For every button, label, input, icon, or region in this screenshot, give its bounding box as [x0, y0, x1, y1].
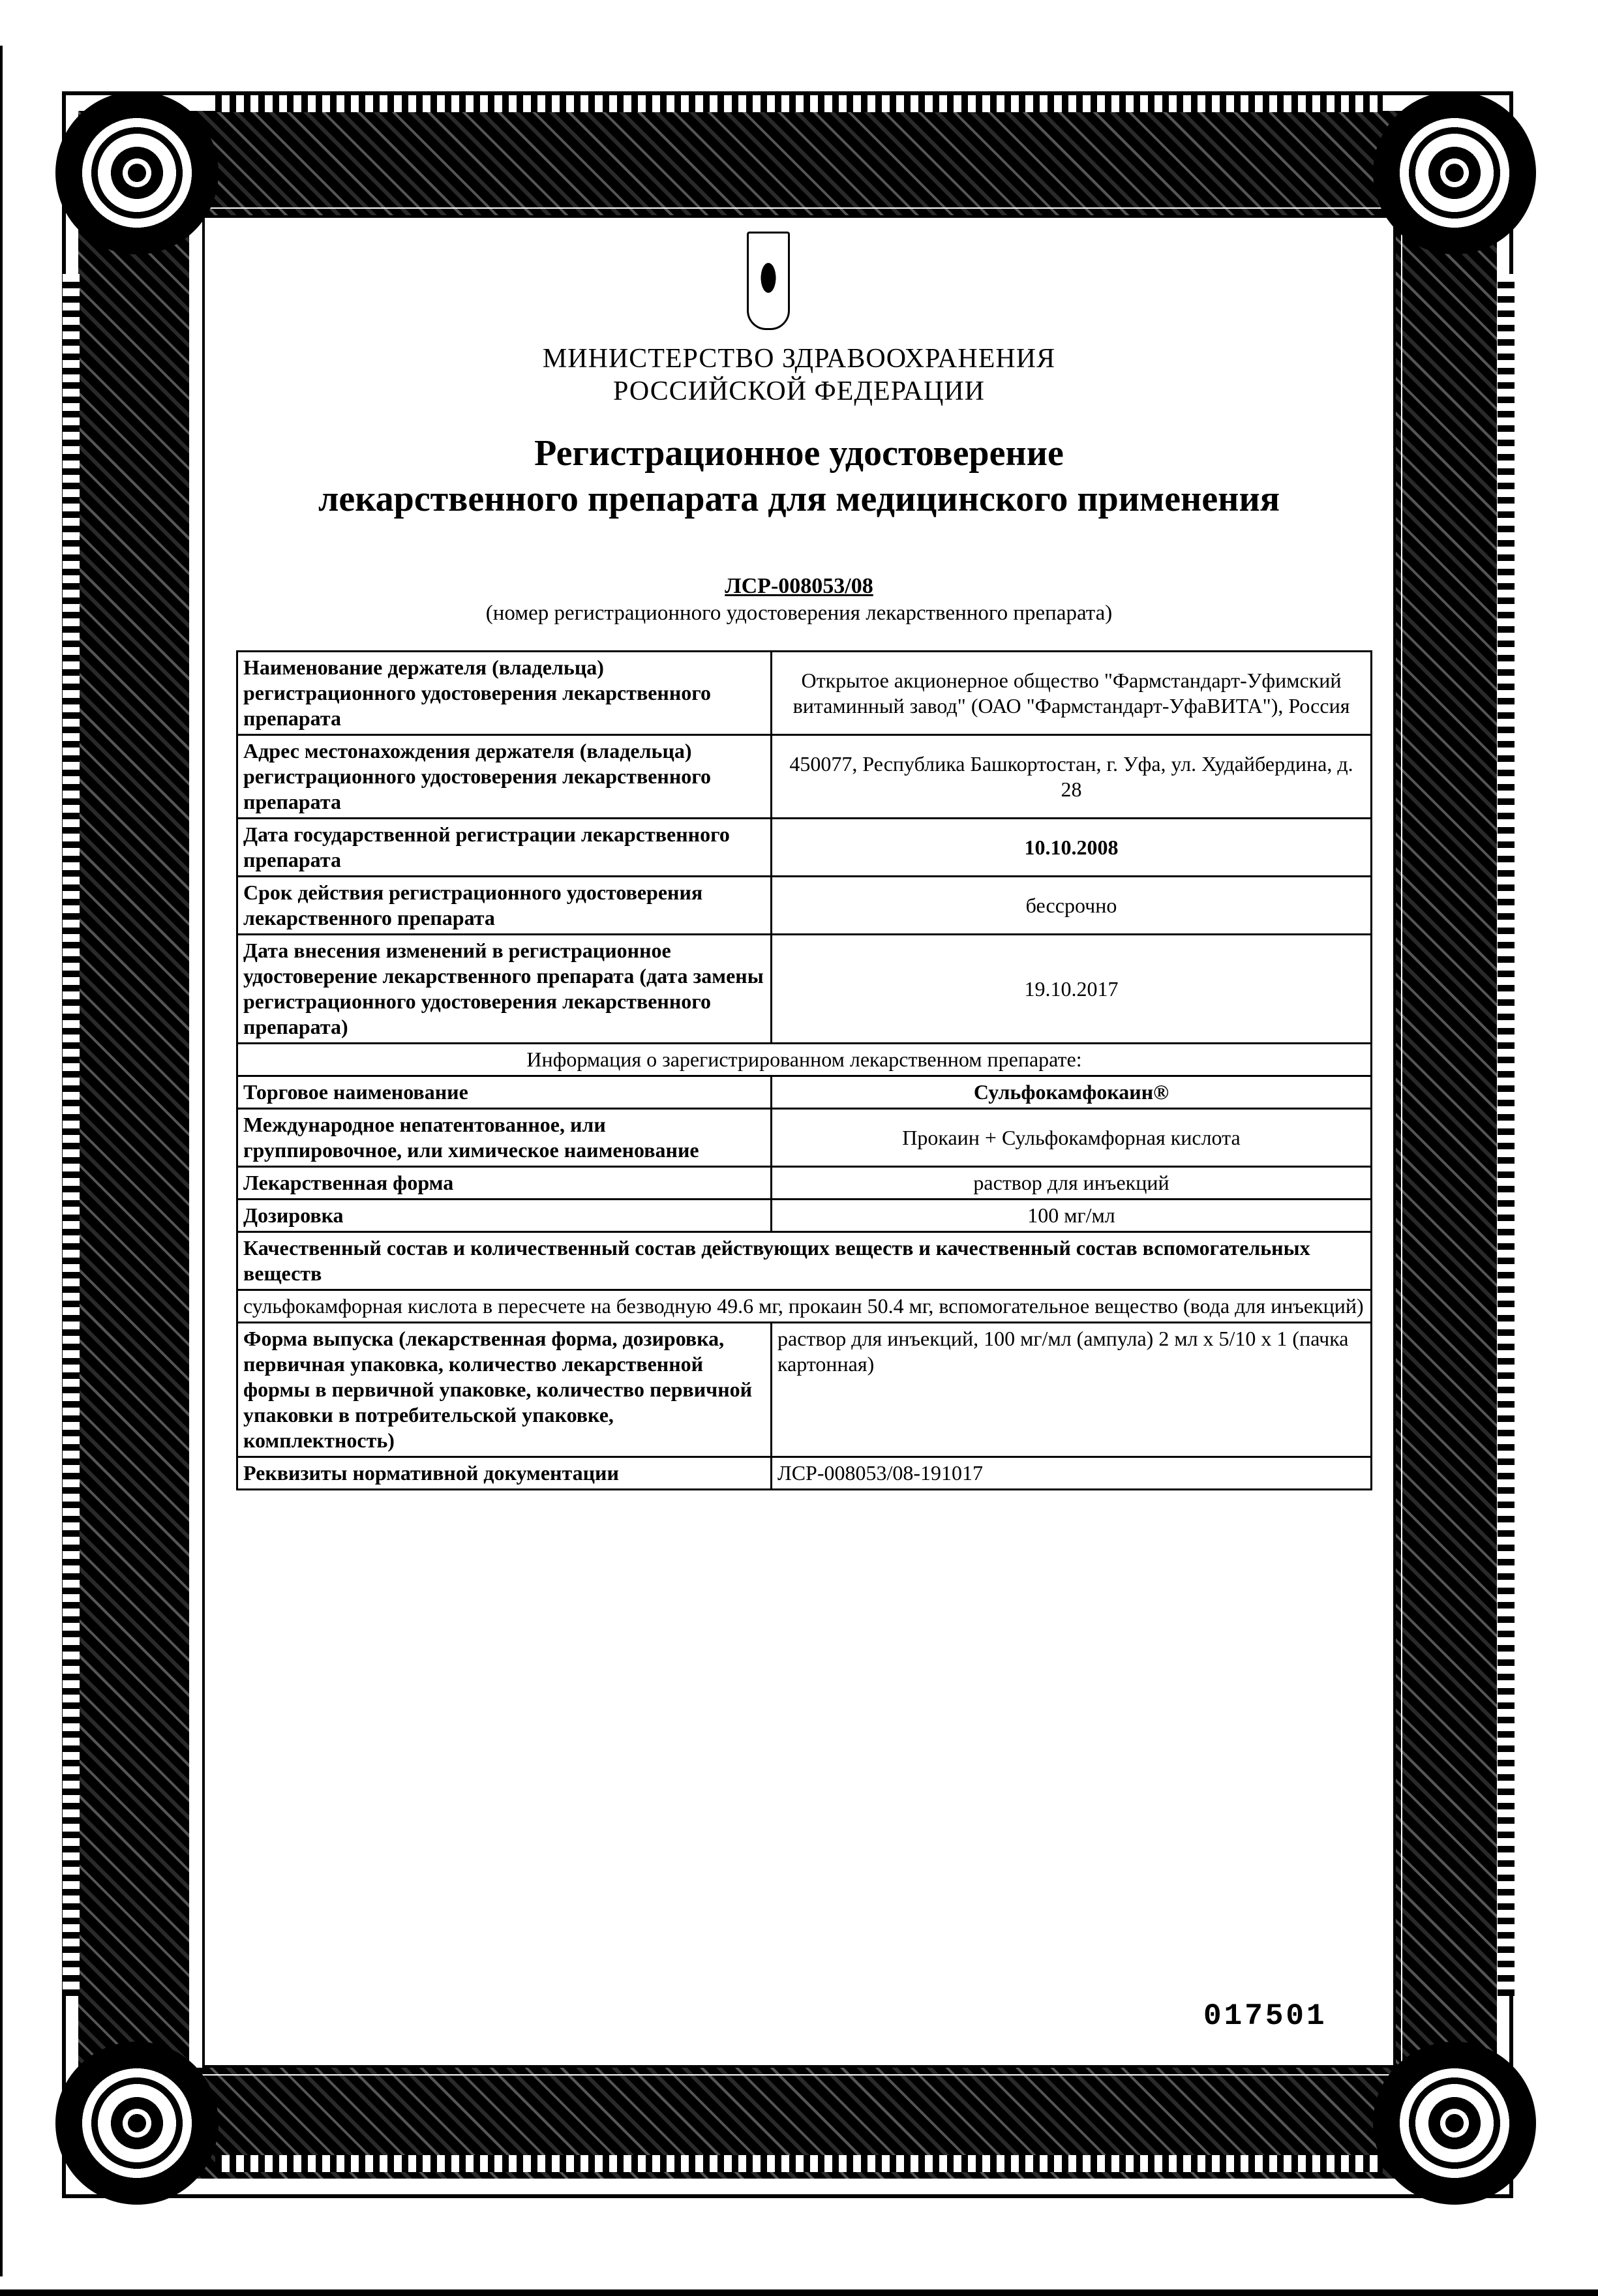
table-row — [237, 877, 1372, 935]
double-headed-eagle-icon — [755, 252, 781, 304]
rosette-ornament-icon — [1373, 2042, 1536, 2205]
registration-number-caption: (номер регистрационного удостоверения лекарственного препарата) — [485, 601, 1113, 625]
document-title — [0, 430, 1598, 522]
ministry-line-2: РОССИЙСКОЙ ФЕДЕРАЦИИ — [613, 376, 985, 406]
table-row — [237, 652, 1372, 735]
trade-name-value: Сульфокамфокаин® — [772, 1076, 1372, 1109]
coat-of-arms-icon — [747, 232, 790, 330]
change-date-label: Дата внесения изменений в регистрационное удостоверение лекарственного препарата (дата замены регистрационного удостоверения лекарственного препарата) — [237, 935, 772, 1044]
form-serial-number: 017501 — [1203, 1999, 1327, 2033]
dosage-form-label: Лекарственная форма — [237, 1167, 772, 1200]
table-row — [237, 1290, 1372, 1323]
registration-date-value: 10.10.2008 — [772, 819, 1372, 877]
validity-period-value: бессрочно — [772, 877, 1372, 935]
ministry-name — [0, 342, 1598, 408]
table-row — [237, 1457, 1372, 1490]
scan-bottom-edge — [0, 2289, 1598, 2296]
table-row — [237, 935, 1372, 1044]
frame-border-pattern-top — [215, 95, 1383, 112]
table-row — [237, 1200, 1372, 1232]
frame-border-pattern-right — [1498, 274, 1515, 1996]
trade-name-label: Торговое наименование — [237, 1076, 772, 1109]
ministry-line-1: МИНИСТЕРСТВО ЗДРАВООХРАНЕНИЯ — [542, 344, 1056, 374]
table-row — [237, 1044, 1372, 1076]
registration-date-label: Дата государственной регистрации лекарственного препарата — [237, 819, 772, 877]
inn-value: Прокаин + Сульфокамфорная кислота — [772, 1109, 1372, 1167]
holder-address-label: Адрес местонахождения держателя (владельца) регистрационного удостоверения лекарственного препарата — [237, 735, 772, 819]
dosage-label: Дозировка — [237, 1200, 772, 1232]
drug-info-section-header: Информация о зарегистрированном лекарственном препарате: — [237, 1044, 1372, 1076]
inn-label: Международное непатентованное, или группировочное, или химическое наименование — [237, 1109, 772, 1167]
table-row — [237, 819, 1372, 877]
normative-docs-label: Реквизиты нормативной документации — [237, 1457, 772, 1490]
certificate-table — [236, 650, 1372, 1490]
dosage-value: 100 мг/мл — [772, 1200, 1372, 1232]
composition-header: Качественный состав и количественный состав действующих веществ и качественный состав вспомогательных веществ — [237, 1232, 1372, 1290]
table-row — [237, 735, 1372, 819]
table-row — [237, 1109, 1372, 1167]
composition-value: сульфокамфорная кислота в пересчете на безводную 49.6 мг, прокаин 50.4 мг, вспомогательное вещество (вода для инъекций) — [237, 1290, 1372, 1323]
registration-number — [0, 574, 1598, 599]
release-form-value: раствор для инъекций, 100 мг/мл (ампула) 2 мл х 5/10 х 1 (пачка картонная) — [772, 1323, 1372, 1457]
registration-number-value: ЛСР-008053/08 — [725, 574, 873, 598]
change-date-value: 19.10.2017 — [772, 935, 1372, 1044]
table-row — [237, 1232, 1372, 1290]
table-row — [237, 1167, 1372, 1200]
table-row — [237, 1076, 1372, 1109]
validity-period-label: Срок действия регистрационного удостоверения лекарственного препарата — [237, 877, 772, 935]
normative-docs-value: ЛСР-008053/08-191017 — [772, 1457, 1372, 1490]
rosette-ornament-icon — [1373, 91, 1536, 254]
frame-border-pattern-left — [63, 274, 80, 1996]
holder-name-value: Открытое акционерное общество "Фармстандарт-Уфимский витаминный завод" (ОАО "Фармстандарт-УфаВИТА"), Россия — [772, 652, 1372, 735]
title-line-1: Регистрационное удостоверение — [534, 433, 1064, 474]
rosette-ornament-icon — [55, 2042, 219, 2205]
rosette-ornament-icon — [55, 91, 219, 254]
holder-address-value: 450077, Республика Башкортостан, г. Уфа, ул. Худайбердина, д. 28 — [772, 735, 1372, 819]
dosage-form-value: раствор для инъекций — [772, 1167, 1372, 1200]
release-form-label: Форма выпуска (лекарственная форма, дозировка, первичная упаковка, количество лекарственной формы в первичной упаковке, количество первичной упаковки в потребительской упаковке, комплектность) — [237, 1323, 772, 1457]
holder-name-label: Наименование держателя (владельца) регистрационного удостоверения лекарственного препарата — [237, 652, 772, 735]
table-row — [237, 1323, 1372, 1457]
frame-border-pattern-bottom — [215, 2155, 1383, 2172]
title-line-2: лекарственного препарата для медицинского применения — [318, 479, 1280, 519]
